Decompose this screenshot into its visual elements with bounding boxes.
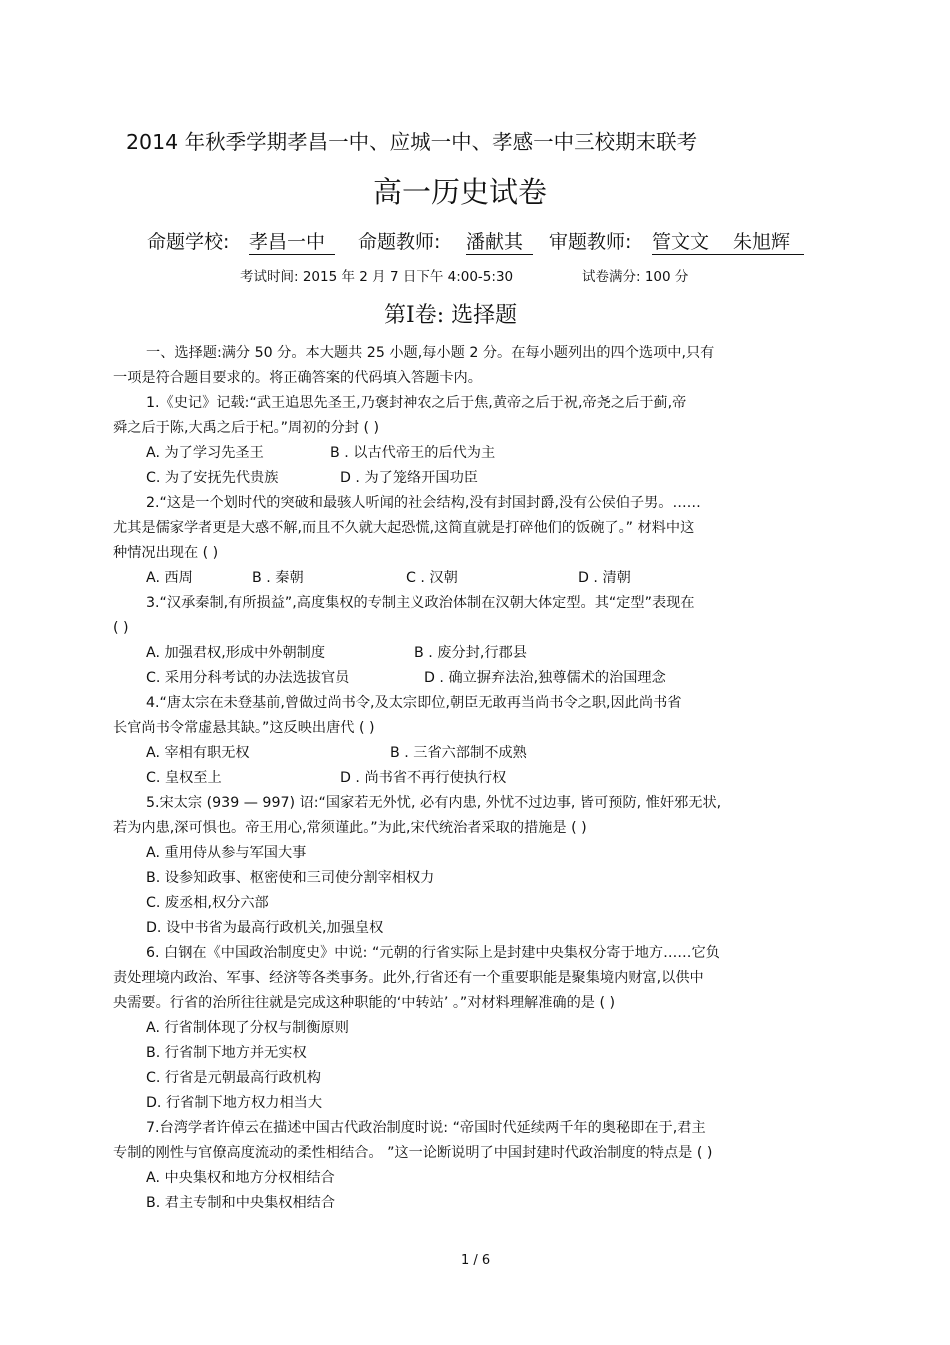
option-a: A. 重用侍从参与军国大事 (146, 845, 307, 861)
question-stem: 1.《史记》记载:“武王追思先圣王,乃褒封神农之后于焦,黄帝之后于祝,帝尧之后于蓟,帝 (146, 395, 687, 411)
question-stem: ( ) (113, 620, 129, 636)
question-stem: 专制的刚性与官僚高度流动的柔性相结合。 ”这一论断说明了中国封建时代政治制度的特点是 ( ) (113, 1145, 713, 1161)
proposer-teacher-label: 命题教师: (358, 231, 441, 253)
option-a: A. 西周 (146, 570, 193, 586)
option-b: B. 君主专制和中央集权相结合 (146, 1195, 336, 1211)
question-stem: 4.“唐太宗在未登基前,曾做过尚书令,及太宗即位,朝臣无敢再当尚书令之职,因此尚书省 (146, 695, 682, 711)
option-d: D . 确立摒弃法治,独尊儒术的治国理念 (424, 670, 666, 686)
question-stem: 种情况出现在 ( ) (113, 545, 219, 561)
exam-header-title: 2014 年秋季学期孝昌一中、应城一中、孝感一中三校期末联考 (126, 130, 698, 154)
reviewer-label: 审题教师: (549, 231, 632, 253)
option-b: B . 废分封,行郡县 (414, 645, 527, 661)
question-stem: 责处理境内政治、军事、经济等各类事务。此外,行省还有一个重要职能是聚集境内财富,以供中 (113, 970, 704, 986)
option-d: D. 设中书省为最高行政机关,加强皇权 (146, 920, 384, 936)
question-stem: 2.“这是一个划时代的突破和最骇人听闻的社会结构,没有封国封爵,没有公侯伯子男。…… (146, 495, 701, 511)
option-a: A. 宰相有职无权 (146, 745, 250, 761)
option-c: C . 汉朝 (406, 570, 458, 586)
reviewers (652, 233, 804, 255)
question-stem: 若为内患,深可惧也。帝王用心,常须谨此。”为此,宋代统治者采取的措施是 ( ) (113, 820, 587, 836)
proposer-teacher: 潘献其 (466, 233, 533, 255)
reviewer-2: 朱旭辉 (733, 231, 791, 253)
option-c: C. 行省是元朝最高行政机构 (146, 1070, 321, 1086)
exam-time: 考试时间: 2015 年 2 月 7 日下午 4:00-5:30 (240, 269, 514, 285)
option-a: A. 为了学习先圣王 (146, 445, 264, 461)
question-stem: 7.台湾学者许倬云在描述中国古代政治制度时说: “帝国时代延续两千年的奥秘即在于,君主 (146, 1120, 706, 1136)
question-stem: 5.宋太宗 (939 — 997) 诏:“国家若无外忧, 必有内患, 外忧不过边事, 皆可预防, 惟奸邪无状, (146, 795, 722, 811)
instructions-line-2: 一项是符合题目要求的。将正确答案的代码填入答题卡内。 (113, 370, 482, 386)
option-b: B. 行省制下地方并无实权 (146, 1045, 307, 1061)
option-b: B . 秦朝 (252, 570, 304, 586)
subject-title: 高一历史试卷 (373, 175, 548, 209)
option-c: C. 为了安抚先代贵族 (146, 470, 279, 486)
question-stem: 尤其是儒家学者更是大惑不解,而且不久就大起恐慌,这简直就是打碎他们的饭碗了。” 材料中这 (113, 520, 695, 536)
question-stem: 央需要。行省的治所往往就是完成这种职能的‘中转站’ 。”对材料理解准确的是 ( ) (113, 995, 616, 1011)
option-d: D . 清朝 (578, 570, 631, 586)
page-number: 1 / 6 (461, 1253, 491, 1268)
option-b: B . 三省六部制不成熟 (390, 745, 527, 761)
option-c: C. 采用分科考试的办法选拔官员 (146, 670, 350, 686)
question-stem: 舜之后于陈,大禹之后于杞。”周初的分封 ( ) (113, 420, 380, 436)
option-d: D. 行省制下地方权力相当大 (146, 1095, 323, 1111)
option-b: B . 以古代帝王的后代为主 (330, 445, 496, 461)
question-stem: 3.“汉承秦制,有所损益”,高度集权的专制主义政治体制在汉朝大体定型。其“定型”表现在 (146, 595, 695, 611)
option-d: D . 尚书省不再行使执行权 (340, 770, 507, 786)
proposer-school: 孝昌一中 (249, 233, 335, 255)
option-a: A. 行省制体现了分权与制衡原则 (146, 1020, 349, 1036)
option-b: B. 设参知政事、枢密使和三司使分割宰相权力 (146, 870, 435, 886)
option-a: A. 中央集权和地方分权相结合 (146, 1170, 335, 1186)
question-stem: 6. 白钢在《中国政治制度史》中说: “元朝的行省实际上是封建中央集权分寄于地方……它负 (146, 945, 720, 961)
proposer-school-label: 命题学校: (147, 231, 230, 253)
option-d: D . 为了笼络开国功臣 (340, 470, 478, 486)
section-title: 第Ⅰ卷: 选择题 (384, 303, 518, 328)
reviewer-1: 管文文 (652, 231, 710, 253)
option-c: C. 废丞相,权分六部 (146, 895, 269, 911)
question-stem: 长官尚书令常虚悬其缺。”这反映出唐代 ( ) (113, 720, 375, 736)
option-a: A. 加强君权,形成中外朝制度 (146, 645, 326, 661)
option-c: C. 皇权至上 (146, 770, 222, 786)
full-score: 试卷满分: 100 分 (582, 269, 689, 285)
instructions-line-1: 一、选择题:满分 50 分。本大题共 25 小题,每小题 2 分。在每小题列出的四个选项中,只有 (146, 345, 715, 361)
